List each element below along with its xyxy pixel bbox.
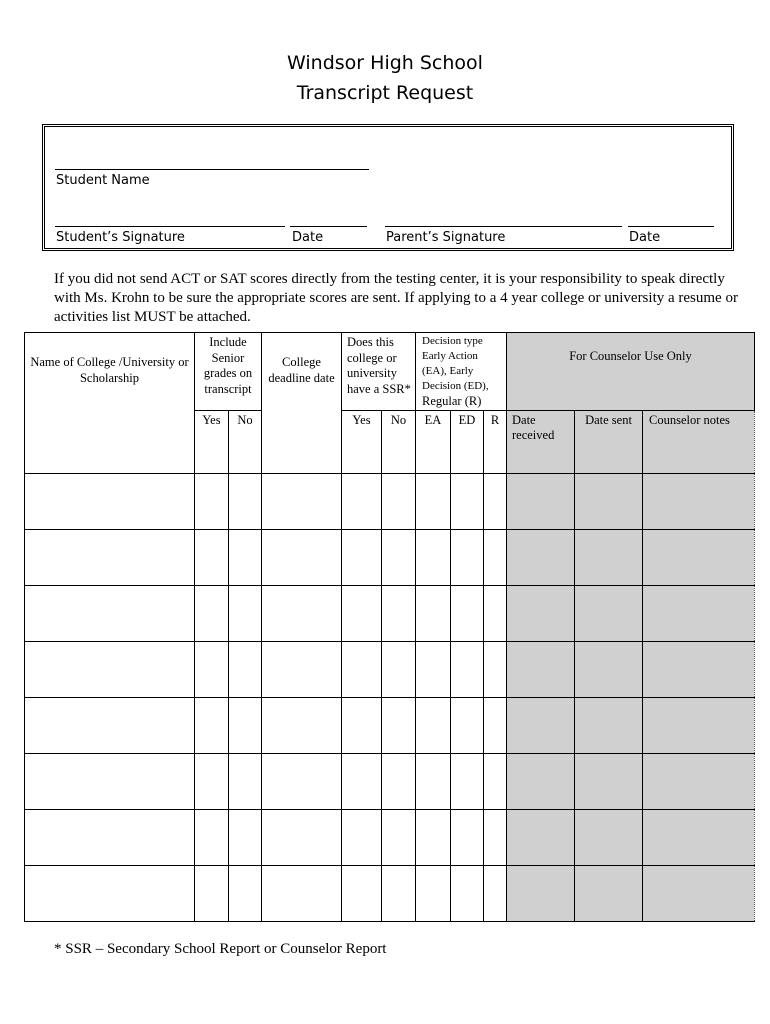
date-sent-label: Date sent <box>585 413 632 427</box>
deadline-cell[interactable] <box>262 698 342 754</box>
decision-type-desc: Early Action (EA), Early Decision (ED), <box>422 350 489 392</box>
senior-grades-header <box>195 333 262 411</box>
ssr-no-cell[interactable] <box>382 530 416 586</box>
deadline-header <box>262 333 342 474</box>
ssr-no-cell[interactable] <box>382 586 416 642</box>
ea-cell[interactable] <box>416 642 451 698</box>
parent-signature-label: Parent’s Signature <box>386 230 506 245</box>
ea-cell[interactable] <box>416 474 451 530</box>
counselor-notes-cell[interactable] <box>643 754 755 810</box>
ed-cell[interactable] <box>451 474 484 530</box>
ea-cell[interactable] <box>416 586 451 642</box>
ed-cell[interactable] <box>451 698 484 754</box>
ed-cell[interactable] <box>451 530 484 586</box>
ssr-yes-cell[interactable] <box>342 642 382 698</box>
senior-yes-cell[interactable] <box>195 530 229 586</box>
instructions-paragraph: If you did not send ACT or SAT scores directly from the testing center, it is your responsibility to speak directly with Ms. Krohn to be sure the appropriate scores are sent. If applying to a 4 year college or university a resume or activities list MUST be attached. <box>54 271 738 325</box>
date-received-cell[interactable] <box>507 754 575 810</box>
senior-no-cell[interactable] <box>229 698 262 754</box>
ea-cell[interactable] <box>416 754 451 810</box>
ea-header <box>416 411 451 474</box>
parent-date-label: Date <box>629 230 661 245</box>
college-name-cell[interactable] <box>25 530 195 586</box>
signature-box <box>42 124 734 251</box>
counselor-notes-cell[interactable] <box>643 866 755 922</box>
ed-header <box>451 411 484 474</box>
counselor-notes-cell[interactable] <box>643 586 755 642</box>
deadline-cell[interactable] <box>262 642 342 698</box>
table-row <box>25 866 755 922</box>
senior-no-label: No <box>237 413 253 427</box>
senior-yes-cell[interactable] <box>195 810 229 866</box>
senior-yes-cell[interactable] <box>195 642 229 698</box>
college-name-header <box>25 333 195 474</box>
college-name-cell[interactable] <box>25 474 195 530</box>
ssr-yes-cell[interactable] <box>342 810 382 866</box>
senior-yes-label: Yes <box>202 413 221 427</box>
ssr-yes-header <box>342 411 382 474</box>
ea-cell[interactable] <box>416 698 451 754</box>
form-title: Transcript Request <box>296 82 474 104</box>
deadline-cell[interactable] <box>262 474 342 530</box>
student-name-line[interactable] <box>55 169 369 170</box>
table-row <box>25 642 755 698</box>
date-received-cell[interactable] <box>507 642 575 698</box>
deadline-cell[interactable] <box>262 754 342 810</box>
ssr-yes-cell[interactable] <box>342 586 382 642</box>
ssr-no-cell[interactable] <box>382 698 416 754</box>
r-cell[interactable] <box>484 474 507 530</box>
date-received-cell[interactable] <box>507 698 575 754</box>
senior-yes-cell[interactable] <box>195 866 229 922</box>
r-cell[interactable] <box>484 642 507 698</box>
college-name-cell[interactable] <box>25 810 195 866</box>
senior-grades-yes-header <box>195 411 229 474</box>
school-name: Windsor High School <box>287 52 483 74</box>
ssr-no-cell[interactable] <box>382 474 416 530</box>
senior-no-cell[interactable] <box>229 642 262 698</box>
ssr-yes-label: Yes <box>352 413 371 427</box>
ssr-header-text: Does this college or university have a SSR* <box>347 335 411 396</box>
parent-date-line[interactable] <box>628 226 714 227</box>
college-name-cell[interactable] <box>25 698 195 754</box>
ssr-no-label: No <box>390 413 407 427</box>
ssr-yes-cell[interactable] <box>342 866 382 922</box>
counselor-notes-cell[interactable] <box>643 642 755 698</box>
ea-cell[interactable] <box>416 866 451 922</box>
ed-cell[interactable] <box>451 754 484 810</box>
decision-type-regular: Regular (R) <box>422 394 482 408</box>
counselor-notes-label: Counselor notes <box>649 413 730 427</box>
ssr-yes-cell[interactable] <box>342 698 382 754</box>
parent-signature-line[interactable] <box>385 226 622 227</box>
date-sent-cell[interactable] <box>575 586 643 642</box>
counselor-notes-cell[interactable] <box>643 530 755 586</box>
student-date-line[interactable] <box>290 226 367 227</box>
r-cell[interactable] <box>484 754 507 810</box>
ssr-footnote: * SSR – Secondary School Report or Counselor Report <box>54 941 387 957</box>
r-cell[interactable] <box>484 698 507 754</box>
senior-yes-cell[interactable] <box>195 754 229 810</box>
counselor-use-header <box>507 333 755 411</box>
r-cell[interactable] <box>484 530 507 586</box>
senior-yes-cell[interactable] <box>195 698 229 754</box>
ed-cell[interactable] <box>451 586 484 642</box>
counselor-notes-cell[interactable] <box>643 810 755 866</box>
ea-label: EA <box>424 413 442 427</box>
deadline-cell[interactable] <box>262 810 342 866</box>
r-label: R <box>490 413 500 427</box>
date-received-cell[interactable] <box>507 810 575 866</box>
ssr-yes-cell[interactable] <box>342 530 382 586</box>
date-received-label: Date received <box>512 413 555 442</box>
college-name-cell[interactable] <box>25 642 195 698</box>
senior-no-cell[interactable] <box>229 866 262 922</box>
date-received-cell[interactable] <box>507 530 575 586</box>
senior-grades-header-text: Include Senior grades on transcript <box>203 335 253 396</box>
counselor-notes-cell[interactable] <box>643 474 755 530</box>
ed-cell[interactable] <box>451 642 484 698</box>
ea-cell[interactable] <box>416 810 451 866</box>
date-sent-cell[interactable] <box>575 474 643 530</box>
college-name-cell[interactable] <box>25 754 195 810</box>
senior-yes-cell[interactable] <box>195 474 229 530</box>
r-header <box>484 411 507 474</box>
counselor-notes-cell[interactable] <box>643 698 755 754</box>
table-row <box>25 474 755 530</box>
ed-cell[interactable] <box>451 866 484 922</box>
r-cell[interactable] <box>484 810 507 866</box>
ssr-no-cell[interactable] <box>382 810 416 866</box>
date-sent-header <box>575 411 643 474</box>
senior-no-cell[interactable] <box>229 474 262 530</box>
ssr-no-cell[interactable] <box>382 866 416 922</box>
table-row <box>25 586 755 642</box>
ssr-no-cell[interactable] <box>382 754 416 810</box>
ed-cell[interactable] <box>451 810 484 866</box>
deadline-cell[interactable] <box>262 866 342 922</box>
table-row <box>25 810 755 866</box>
college-request-table <box>24 332 755 922</box>
ssr-no-cell[interactable] <box>382 642 416 698</box>
senior-no-cell[interactable] <box>229 754 262 810</box>
deadline-cell[interactable] <box>262 586 342 642</box>
ssr-no-header <box>382 411 416 474</box>
senior-no-cell[interactable] <box>229 586 262 642</box>
table-row <box>25 754 755 810</box>
ssr-yes-cell[interactable] <box>342 474 382 530</box>
ed-label: ED <box>458 413 476 427</box>
senior-no-cell[interactable] <box>229 530 262 586</box>
college-name-cell[interactable] <box>25 866 195 922</box>
counselor-notes-header <box>643 411 755 474</box>
date-received-header <box>507 411 575 474</box>
date-received-cell[interactable] <box>507 474 575 530</box>
date-sent-cell[interactable] <box>575 866 643 922</box>
date-sent-cell[interactable] <box>575 810 643 866</box>
date-sent-cell[interactable] <box>575 754 643 810</box>
decision-type-title: Decision type <box>422 335 483 347</box>
student-signature-label: Student’s Signature <box>56 230 185 245</box>
college-name-cell[interactable] <box>25 586 195 642</box>
decision-type-header <box>416 333 507 411</box>
r-cell[interactable] <box>484 586 507 642</box>
student-signature-line[interactable] <box>55 226 285 227</box>
student-name-label: Student Name <box>56 173 150 188</box>
ssr-yes-cell[interactable] <box>342 754 382 810</box>
table-row <box>25 698 755 754</box>
ea-cell[interactable] <box>416 530 451 586</box>
senior-grades-no-header <box>229 411 262 474</box>
date-sent-cell[interactable] <box>575 530 643 586</box>
senior-yes-cell[interactable] <box>195 586 229 642</box>
deadline-header-text: College deadline date <box>268 355 335 385</box>
ssr-header <box>342 333 416 411</box>
date-sent-cell[interactable] <box>575 698 643 754</box>
date-received-cell[interactable] <box>507 586 575 642</box>
table-row <box>25 530 755 586</box>
date-sent-cell[interactable] <box>575 642 643 698</box>
r-cell[interactable] <box>484 866 507 922</box>
senior-no-cell[interactable] <box>229 810 262 866</box>
deadline-cell[interactable] <box>262 530 342 586</box>
date-received-cell[interactable] <box>507 866 575 922</box>
counselor-use-header-text: For Counselor Use Only <box>569 349 692 363</box>
student-date-label: Date <box>292 230 324 245</box>
college-name-header-text: Name of College /University or Scholarship <box>30 355 189 385</box>
